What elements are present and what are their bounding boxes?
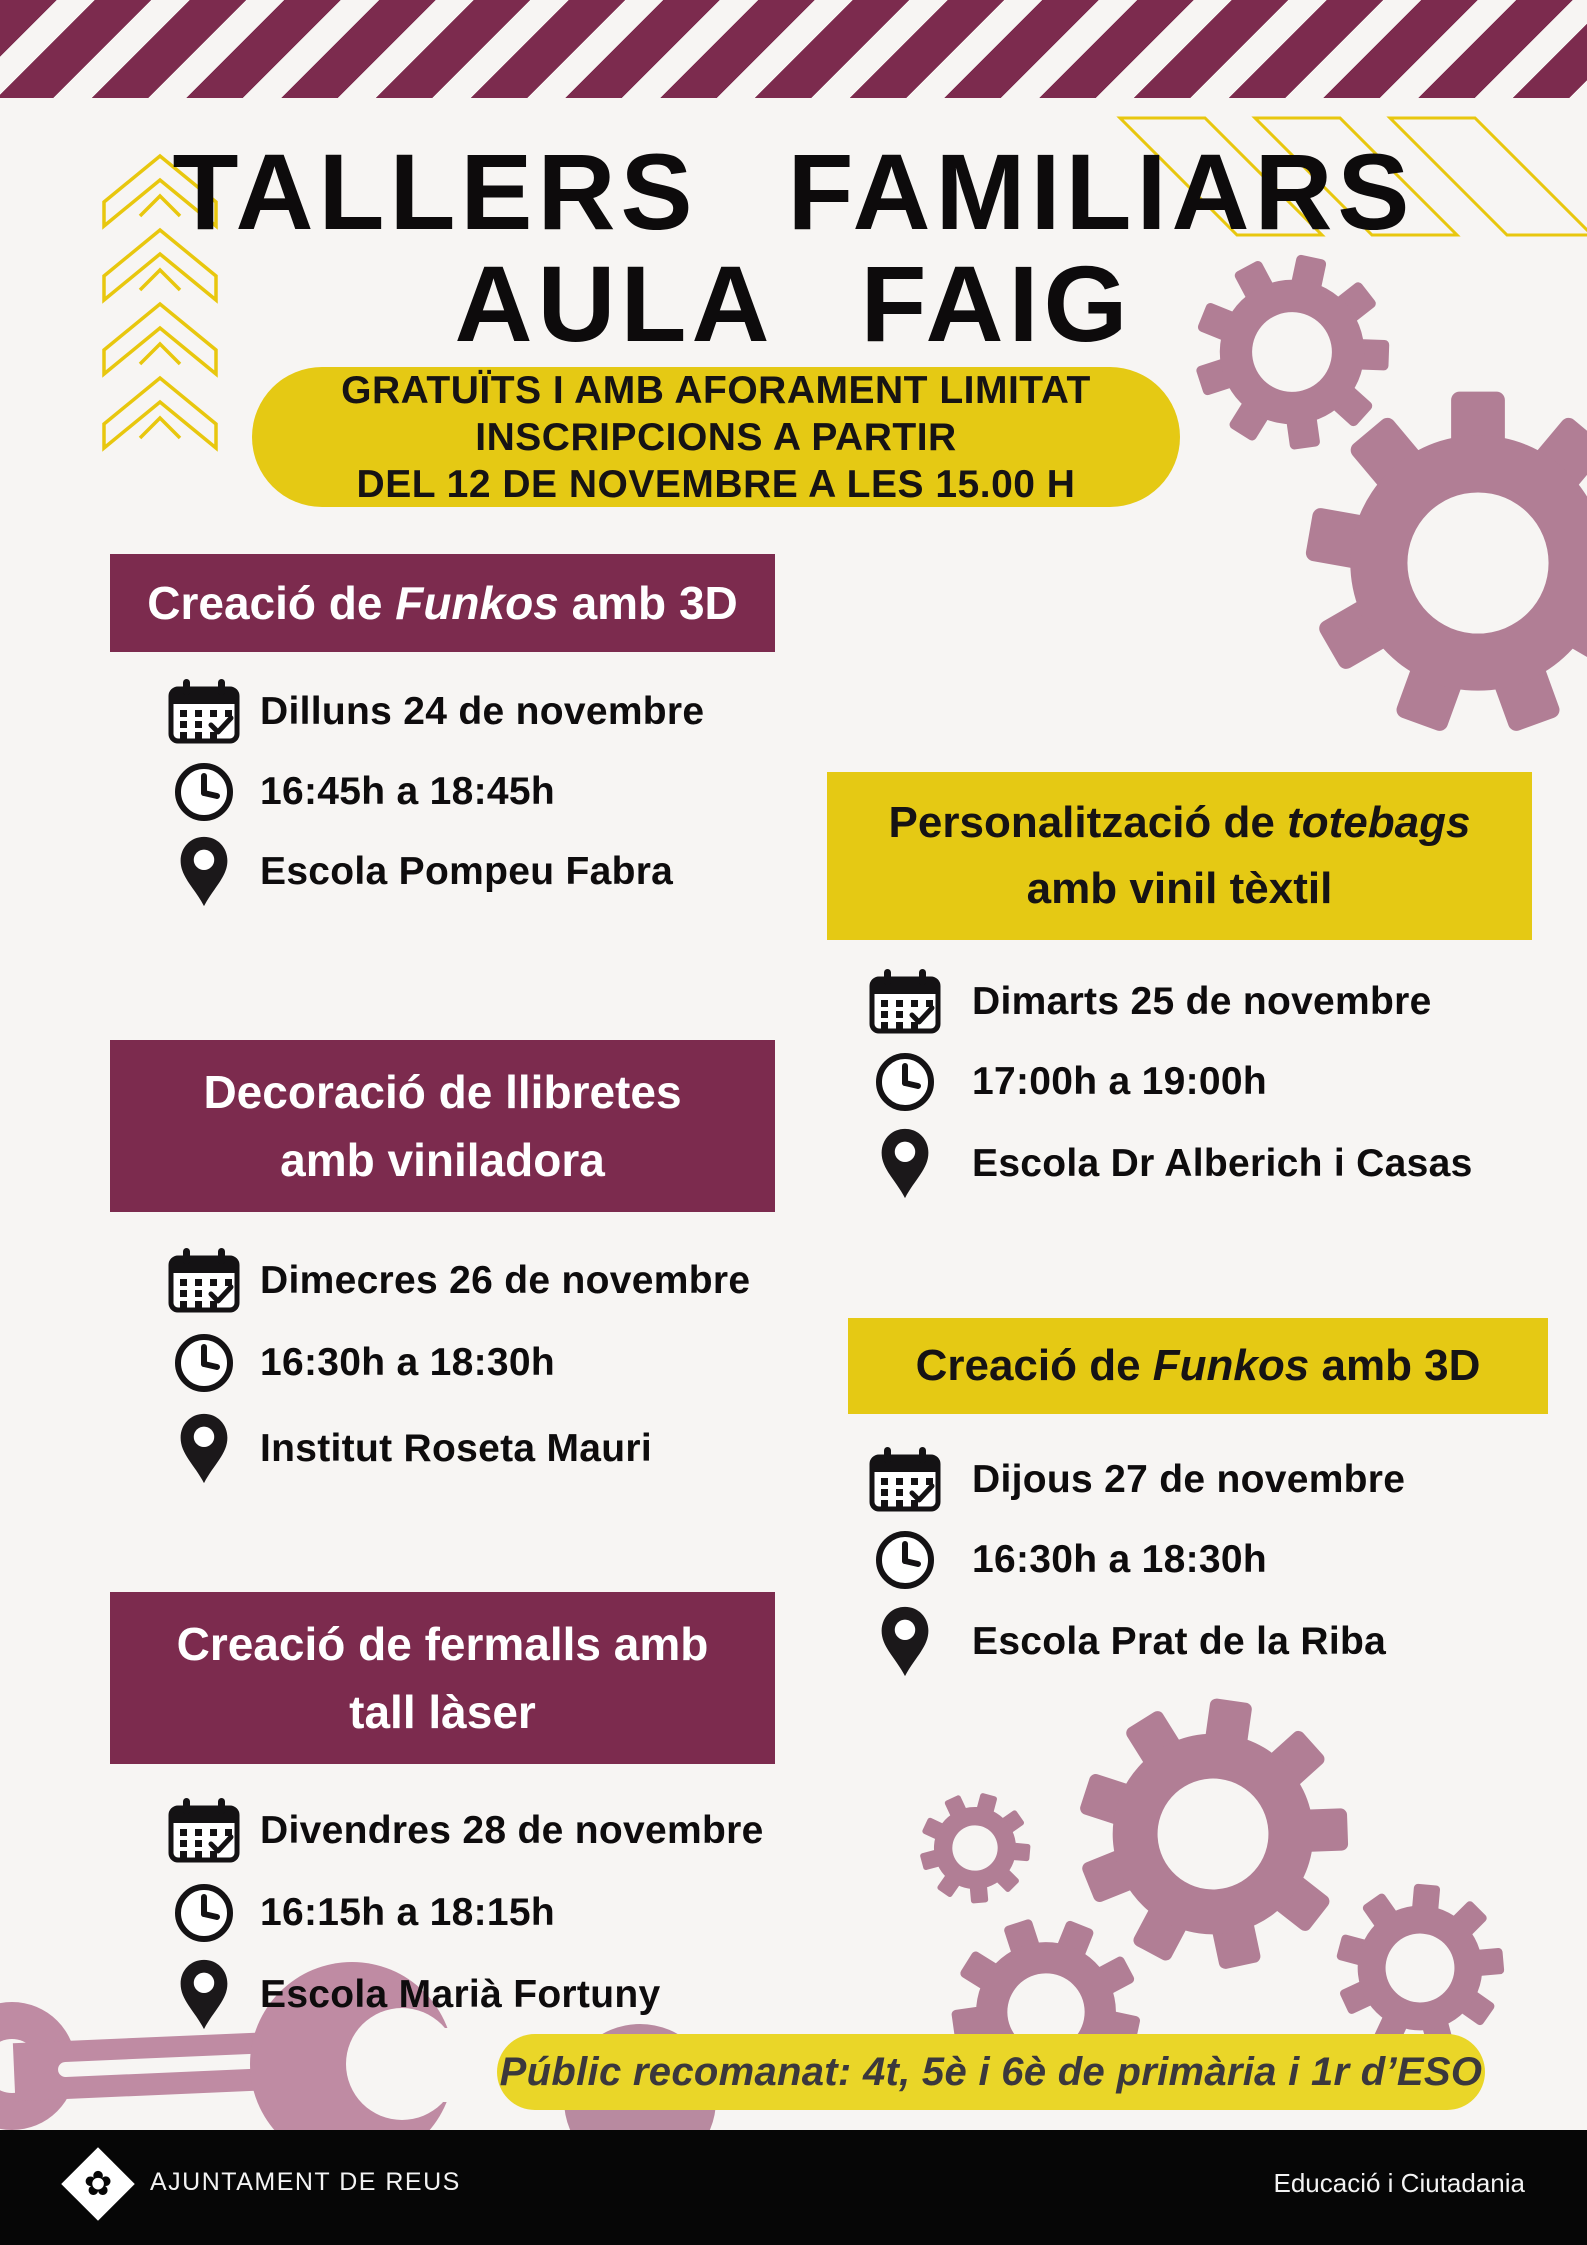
location-pin-icon [148, 1411, 260, 1487]
location-pin-icon [838, 1126, 972, 1202]
time-label: 16:30h a 18:30h [972, 1538, 1268, 1581]
place-label: Escola Marià Fortuny [260, 1973, 661, 2016]
clock-icon [148, 760, 260, 824]
workshop-title-line2: tall làser [349, 1686, 536, 1738]
rose-icon: ✿ [83, 2164, 113, 2204]
place-row [838, 1125, 1538, 1203]
workshop-title: Creació de Funkos amb 3D [147, 577, 738, 629]
notice-line-3: DEL 12 DE NOVEMBRE A LES 15.00 H [356, 462, 1076, 506]
place-label: Institut Roseta Mauri [260, 1427, 652, 1470]
date-row [148, 1792, 788, 1870]
date-label: Dimarts 25 de novembre [972, 980, 1432, 1023]
workshop-title: Creació de fermalls amb [176, 1618, 709, 1670]
workshop-title-box [110, 1040, 775, 1212]
gear-icon [907, 1780, 1043, 1915]
time-row [148, 1324, 788, 1402]
workshop-title-box [110, 1592, 775, 1764]
clock-icon [838, 1050, 972, 1114]
calendar-icon [148, 677, 260, 747]
workshop-title-line2: amb vinil tèxtil [1026, 864, 1333, 913]
clock-icon [148, 1331, 260, 1395]
gear-icon [1328, 1877, 1511, 2058]
footer-dept-label: Educació i Ciutadania [1273, 2168, 1525, 2198]
workshop-title-box [848, 1318, 1548, 1414]
gear-icon [1059, 1682, 1366, 1986]
date-row [148, 1242, 788, 1320]
time-row [148, 1874, 788, 1952]
time-label: 17:00h a 19:00h [972, 1060, 1268, 1103]
place-row [838, 1603, 1538, 1681]
workshop-title: Personalització de totebags [888, 798, 1471, 847]
workshop-title-box [110, 554, 775, 652]
place-label: Escola Pompeu Fabra [260, 850, 674, 893]
recommendation-label: Públic recomanat: 4t, 5è i 6è de primària i 1r d’ESO [499, 2049, 1483, 2094]
date-label: Dijous 27 de novembre [972, 1458, 1406, 1501]
time-label: 16:15h a 18:15h [260, 1891, 556, 1934]
location-pin-icon [148, 834, 260, 910]
recommendation-pill [497, 2034, 1485, 2110]
workshop-title: Creació de Funkos amb 3D [915, 1341, 1481, 1390]
footer-org-label: AJUNTAMENT DE REUS [150, 2168, 461, 2196]
notice-line-2: INSCRIPCIONS A PARTIR [475, 415, 957, 459]
time-row [838, 1043, 1538, 1121]
place-row [148, 1410, 788, 1488]
workshop-title: Decoració de llibretes [203, 1066, 682, 1118]
gear-icon [1305, 392, 1587, 734]
calendar-icon [838, 1445, 972, 1515]
poster-title-line1: TALLERS FAMILIARS [172, 131, 1415, 252]
time-row [838, 1521, 1538, 1599]
place-row [148, 833, 788, 911]
date-label: Divendres 28 de novembre [260, 1809, 764, 1852]
time-label: 16:45h a 18:45h [260, 770, 556, 813]
clock-icon [148, 1881, 260, 1945]
notice-pill [252, 367, 1180, 507]
workshop-title-box [827, 772, 1532, 940]
date-row [148, 673, 788, 751]
date-label: Dimecres 26 de novembre [260, 1259, 751, 1302]
clock-icon [838, 1528, 972, 1592]
time-label: 16:30h a 18:30h [260, 1341, 556, 1384]
calendar-icon [838, 967, 972, 1037]
calendar-icon [148, 1246, 260, 1316]
poster-title-line2: AULA FAIG [454, 243, 1133, 364]
notice-line-1: GRATUÏTS I AMB AFORAMENT LIMITAT [341, 368, 1091, 412]
location-pin-icon [838, 1604, 972, 1680]
calendar-icon [148, 1796, 260, 1866]
place-label: Escola Dr Alberich i Casas [972, 1142, 1473, 1185]
top-stripes-banner [0, 0, 1587, 98]
location-pin-icon [148, 1957, 260, 2033]
date-label: Dilluns 24 de novembre [260, 690, 705, 733]
place-row [148, 1956, 788, 2034]
time-row [148, 753, 788, 831]
date-row [838, 963, 1538, 1041]
workshop-title-line2: amb viniladora [280, 1134, 605, 1186]
date-row [838, 1441, 1538, 1519]
place-label: Escola Prat de la Riba [972, 1620, 1387, 1663]
